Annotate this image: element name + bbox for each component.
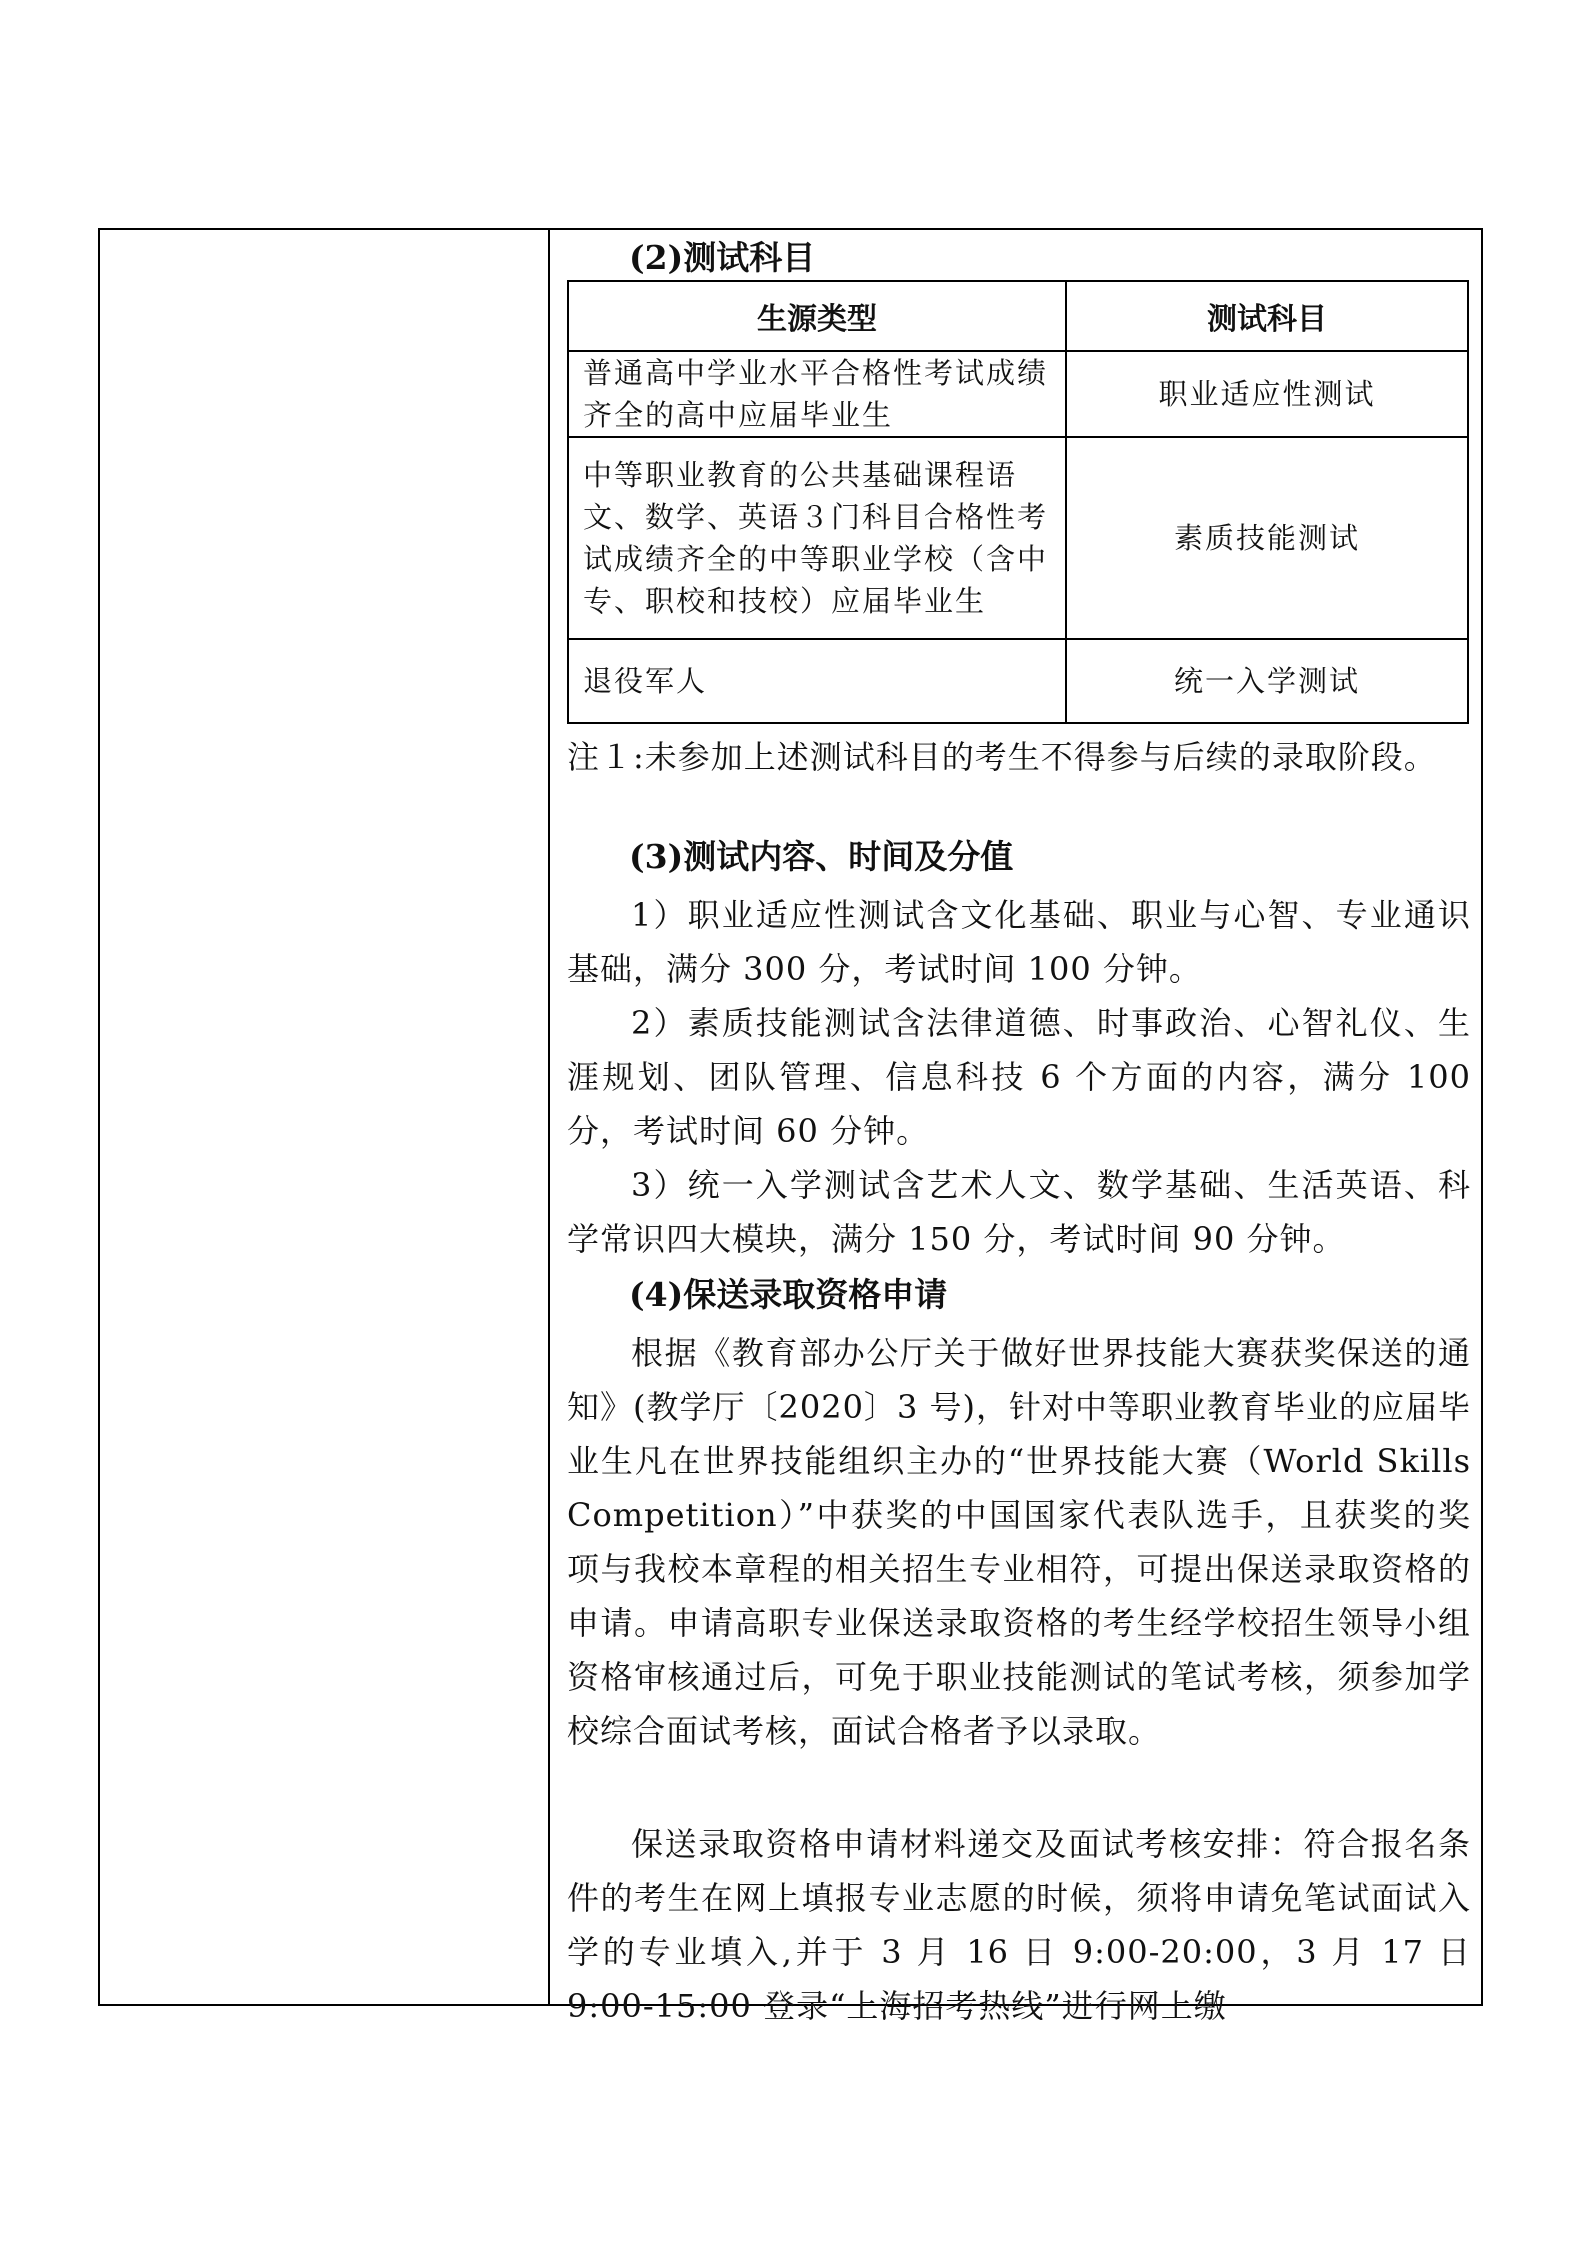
test-subjects-table: [567, 280, 1469, 724]
note-1: 注１:未参加上述测试科目的考生不得参与后续的录取阶段。: [567, 738, 1437, 776]
table-row: [568, 351, 1468, 437]
section-3-item-3: 3）统一入学测试含艺术人文、数学基础、生活英语、科学常识四大模块，满分 150 分，考试时间 90 分钟。: [567, 1166, 1471, 1258]
test-subject-cell: 职业适应性测试: [1066, 351, 1468, 437]
header-source-type: 生源类型: [568, 281, 1066, 351]
section-3-heading: (3)测试内容、时间及分值: [629, 837, 1014, 876]
table-header-row: [568, 281, 1468, 351]
section-4-heading: (4)保送录取资格申请: [629, 1275, 948, 1314]
outer-table-frame: [98, 228, 1483, 2025]
column-divider: [548, 230, 550, 2004]
test-subject-cell: 统一入学测试: [1066, 639, 1468, 723]
section-3-item-1: 1）职业适应性测试含文化基础、职业与心智、专业通识基础，满分 300 分，考试时间 100 分钟。: [567, 896, 1471, 988]
header-test-subject: 测试科目: [1066, 281, 1468, 351]
table-row: [568, 639, 1468, 723]
section-4-paragraph-1: 根据《教育部办公厅关于做好世界技能大赛获奖保送的通知》(教学厅〔2020〕3 号)，针对中等职业教育毕业的应届毕业生凡在世界技能组织主办的“世界技能大赛（World Skills Competition）”中获奖的中国国家代表队选手，且获奖的奖项与我校本章程的相关招生专业相符，可提出保送录取资格的申请。申请高职专业保送录取资格的考生经学校招生领导小组资格审核通过后，可免于职业技能测试的笔试考核，须参加学校综合面试考核，面试合格者予以录取。: [567, 1334, 1471, 1750]
source-type-cell: 中等职业教育的公共基础课程语文、数学、英语３门科目合格性考试成绩齐全的中等职业学校（含中专、职校和技校）应届毕业生: [568, 437, 1066, 639]
section-4-paragraph-2: 保送录取资格申请材料递交及面试考核安排：符合报名条件的考生在网上填报专业志愿的时候，须将申请免笔试面试入学的专业填入,并于 3 月 16 日 9:00-20:00，3 月 17 日 9:00-15:00 登录“上海招考热线”进行网上缴: [567, 1825, 1471, 2025]
source-type-cell: 退役军人: [568, 639, 1066, 723]
test-subject-cell: 素质技能测试: [1066, 437, 1468, 639]
source-type-cell: 普通高中学业水平合格性考试成绩齐全的高中应届毕业生: [568, 351, 1066, 437]
table-row: [568, 437, 1468, 639]
section-2-heading: (2)测试科目: [629, 238, 816, 277]
section-3-item-2: 2）素质技能测试含法律道德、时事政治、心智礼仪、生涯规划、团队管理、信息科技 6 个方面的内容，满分 100 分，考试时间 60 分钟。: [567, 1004, 1471, 1150]
